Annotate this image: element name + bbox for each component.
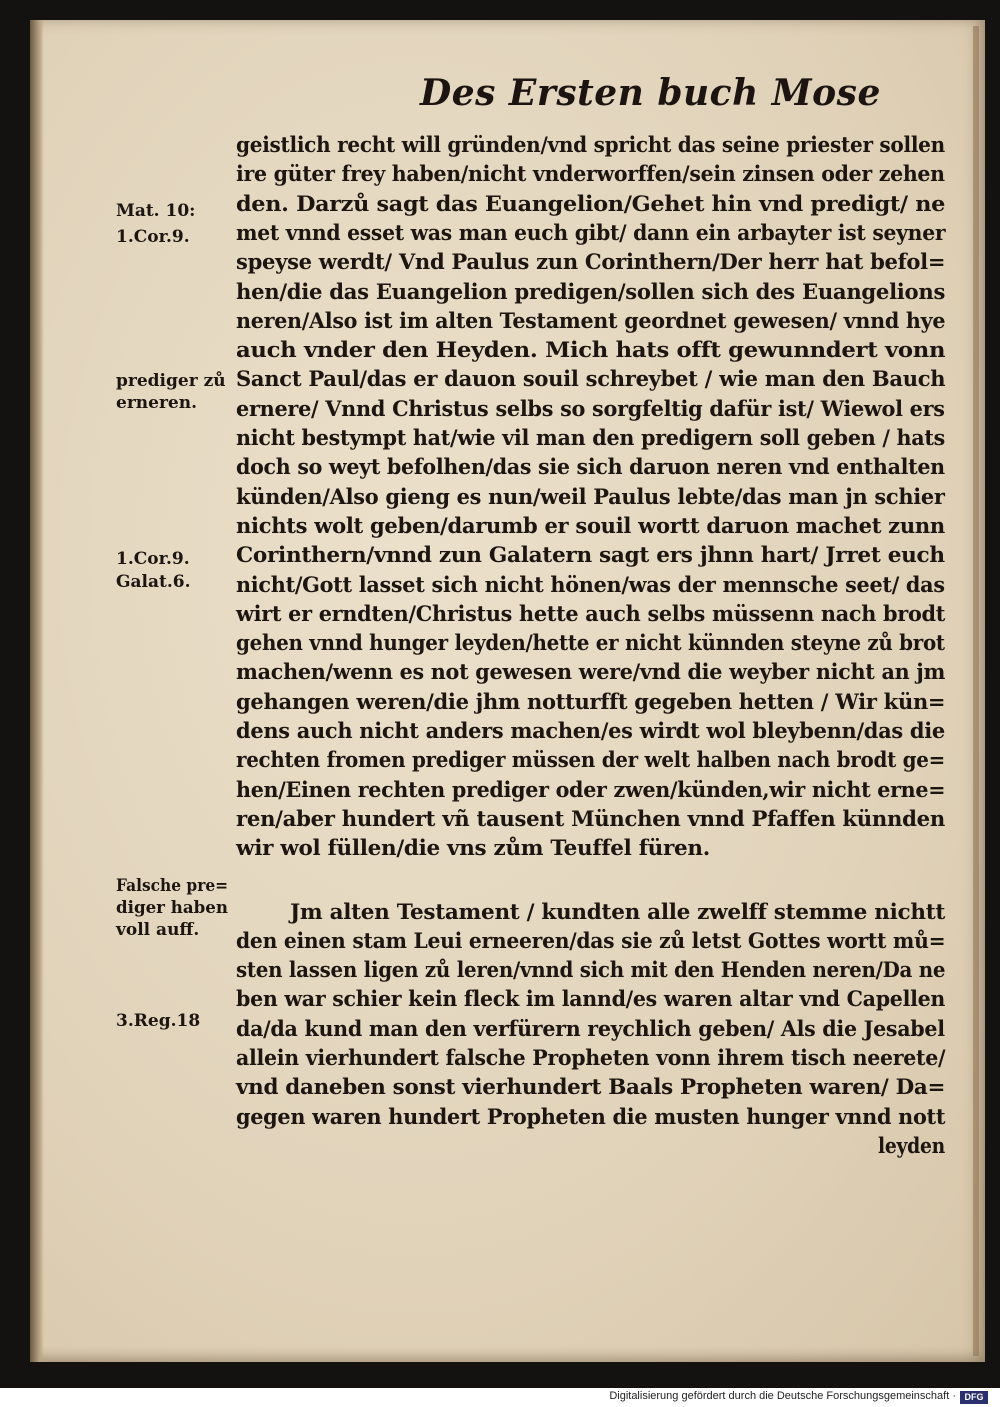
dfg-logo: DFG	[960, 1391, 988, 1404]
page-edge	[973, 26, 979, 1356]
text-line: nicht bestympt hat/wie vil man den predigern soll geben / hats	[236, 426, 946, 451]
margin-note: Galat.6.	[116, 572, 191, 592]
text-line: speyse werdt/ Vnd Paulus zun Corinthern/Der herr hat befol=	[236, 250, 946, 276]
funding-credit: Digitalisierung gefördert durch die Deutsche Forschungsgemeinschaft ·	[609, 1390, 956, 1402]
text-line: nicht/Gott lasset sich nicht hönen/was der mennsche seet/ das	[236, 572, 945, 598]
margin-note: erneren.	[116, 393, 197, 413]
text-line: gehen vnnd hunger leyden/hette er nicht künnden steyne zů brot	[236, 631, 945, 657]
text-line: sten lassen ligen zů leren/vnnd sich mit den Henden neren/Da ne	[236, 958, 946, 984]
text-line: hen/Einen rechten prediger oder zwen/künden,wir nicht erne=	[236, 777, 946, 803]
text-line: ren/aber hundert vñ tausent München vnnd Pfaffen künnden	[236, 806, 945, 832]
text-line: auch vnder den Heyden. Mich hats offt gewunndert vonn	[236, 338, 946, 364]
margin-note: Falsche pre=	[116, 876, 229, 896]
text-line: leyden	[878, 1133, 945, 1159]
text-line: ire güter frey haben/nicht vnderworffen/sein zinsen oder zehen	[236, 162, 945, 188]
text-line: nichts wolt geben/darumb er souil wortt daruon machet zunn	[236, 513, 945, 539]
text-line: ben war schier kein fleck im lannd/es waren altar vnd Capellen	[236, 987, 946, 1013]
text-line: Corinthern/vnnd zun Galatern sagt ers jhnn hart/ Jrret euch	[236, 543, 945, 569]
margin-note: voll auff.	[116, 920, 200, 940]
text-line: den. Darzů sagt das Euangelion/Gehet hin vnd predigt/ ne	[236, 191, 946, 217]
text-line: Sanct Paul/das er dauon souil schreybet / wie man den Bauch	[236, 367, 946, 393]
margin-note: 1.Cor.9.	[116, 227, 190, 247]
text-line: ernere/ Vnnd Christus selbs so sorgfeltig dafür ist/ Wiewol ers	[236, 396, 945, 422]
text-line: geistlich recht will gründen/vnd spricht das seine priester sollen	[236, 133, 945, 158]
page-spine-shadow	[30, 20, 44, 1362]
text-line: da/da kund man den verfürern reychlich geben/ Als die Jesabel	[236, 1016, 945, 1042]
margin-note: diger haben	[116, 898, 228, 918]
text-line: met vnnd esset was man euch gibt/ dann ein arbayter ist seyner	[236, 220, 946, 246]
footer-bar	[0, 1388, 1000, 1407]
text-line: wir wol füllen/die vns zům Teuffel füren.	[236, 836, 710, 862]
text-line: gehangen weren/die jhm notturfft gegeben hetten / Wir kün=	[236, 689, 946, 715]
text-line: allein vierhundert falsche Propheten vonn ihrem tisch neerete/	[236, 1046, 946, 1071]
margin-note: 1.Cor.9.	[116, 549, 190, 569]
text-line: machen/wenn es not gewesen were/vnd die weyber nicht an jm	[236, 660, 946, 686]
margin-note: Mat. 10:	[116, 201, 196, 221]
running-head: Des Ersten buch Mose	[420, 72, 881, 114]
text-line: Jm alten Testament / kundten alle zwelff stemme nichtt	[290, 899, 945, 925]
text-line: den einen stam Leui erneeren/das sie zů letst Gottes wortt mů=	[236, 928, 946, 954]
text-line: gegen waren hundert Propheten die musten hunger vnnd nott	[236, 1104, 946, 1130]
text-line: dens auch nicht anders machen/es wirdt wol bleybenn/das die	[236, 719, 945, 744]
text-line: künden/Also gieng es nun/weil Paulus lebte/das man jn schier	[236, 484, 945, 510]
text-line: neren/Also ist im alten Testament geordnet gewesen/ vnnd hye	[236, 308, 946, 334]
text-line: vnd daneben sonst vierhundert Baals Propheten waren/ Da=	[236, 1075, 946, 1101]
text-line: rechten fromen prediger müssen der welt halben nach brodt ge=	[236, 748, 945, 774]
margin-note: prediger zů	[116, 371, 226, 391]
text-line: doch so weyt befolhen/das sie sich daruon neren vnd enthalten	[236, 455, 945, 481]
text-line: wirt er erndten/Christus hette auch selbs müssenn nach brodt	[236, 601, 946, 627]
margin-note: 3.Reg.18	[116, 1011, 201, 1031]
text-line: hen/die das Euangelion predigen/sollen sich des Euangelions	[236, 279, 946, 305]
